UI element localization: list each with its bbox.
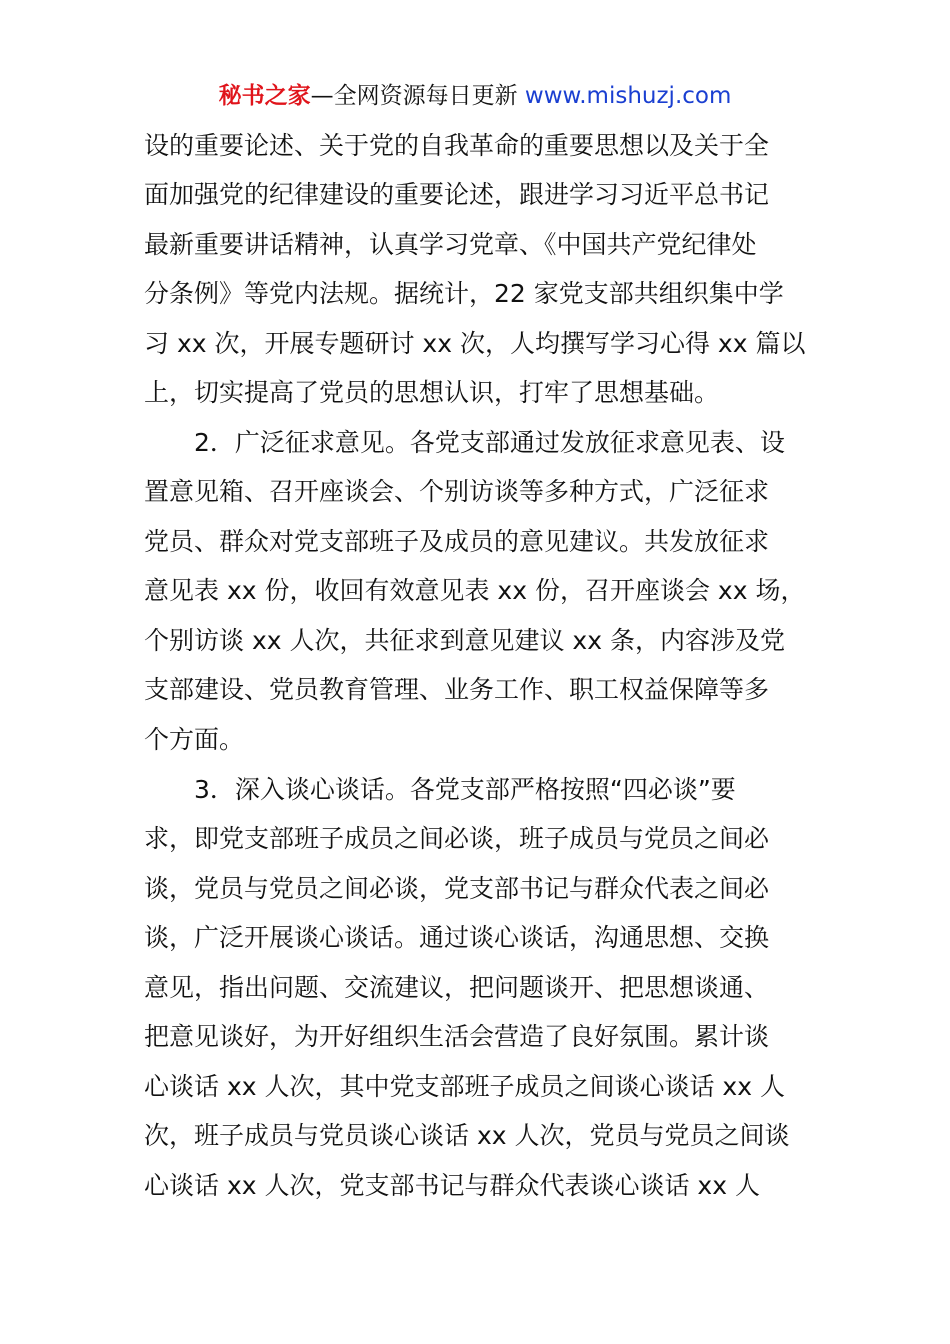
text-line: 次，班子成员与党员谈心谈话 xx 人次，党员与党员之间谈: [144, 1121, 790, 1150]
text-line: 面加强党的纪律建设的重要论述，跟进学习习近平总书记: [144, 180, 770, 209]
site-url-link[interactable]: www.mishuzj.com: [524, 83, 732, 109]
text-line: 心谈话 xx 人次，党支部书记与群众代表谈心谈话 xx 人: [144, 1171, 760, 1200]
text-line: 意见表 xx 份，收回有效意见表 xx 份，召开座谈会 xx 场，: [144, 576, 806, 605]
text-line: 最新重要讲话精神，认真学习党章、《中国共产党纪律处: [144, 230, 757, 259]
text-line: 支部建设、党员教育管理、业务工作、职工权益保障等多: [144, 675, 770, 704]
text-line: 心谈话 xx 人次，其中党支部班子成员之间谈心谈话 xx 人: [144, 1072, 785, 1101]
text-line: 求，即党支部班子成员之间必谈，班子成员与党员之间必: [144, 824, 770, 853]
text-line: 党员、群众对党支部班子及成员的意见建议。共发放征求: [144, 527, 770, 556]
paragraph-heading-3: 3．深入谈心谈话。各党支部严格按照“四必谈”要: [194, 775, 736, 804]
text-line: 把意见谈好，为开好组织生活会营造了良好氛围。累计谈: [144, 1022, 770, 1051]
paragraph-heading-2: 2．广泛征求意见。各党支部通过发放征求意见表、设: [194, 428, 785, 457]
text-line: 上，切实提高了党员的思想认识，打牢了思想基础。: [144, 378, 720, 407]
text-line: 置意见箱、召开座谈会、个别访谈等多种方式，广泛征求: [144, 477, 770, 506]
text-line: 个别访谈 xx 人次，共征求到意见建议 xx 条，内容涉及党: [144, 626, 785, 655]
text-line: 分条例》等党内法规。据统计，22 家党支部共组织集中学: [144, 279, 784, 308]
site-brand: 秘书之家: [218, 83, 311, 109]
site-tagline: —全网资源每日更新: [310, 83, 518, 109]
text-line: 个方面。: [144, 725, 245, 754]
text-line: 习 xx 次，开展专题研讨 xx 次，人均撰写学习心得 xx 篇以: [144, 329, 806, 358]
text-line: 谈，党员与党员之间必谈，党支部书记与群众代表之间必: [144, 874, 770, 903]
site-header: [0, 80, 950, 112]
text-line: 设的重要论述、关于党的自我革命的重要思想以及关于全: [144, 131, 770, 160]
text-line: 意见，指出问题、交流建议，把问题谈开、把思想谈通、: [144, 973, 770, 1002]
text-line: 谈，广泛开展谈心谈话。通过谈心谈话，沟通思想、交换: [144, 923, 770, 952]
